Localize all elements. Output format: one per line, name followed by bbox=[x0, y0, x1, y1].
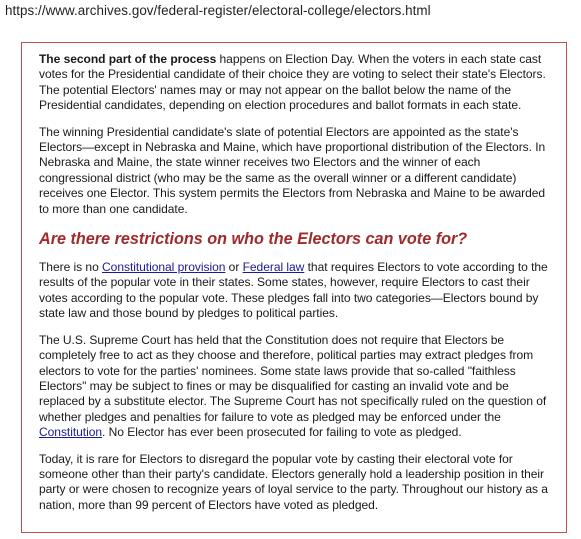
paragraph-today bbox=[39, 452, 555, 514]
paragraph-text: or bbox=[225, 260, 243, 275]
paragraph-text: . No Elector has ever been prosecuted for failing to vote as pledged. bbox=[102, 425, 462, 440]
paragraph-slate-of-electors bbox=[39, 125, 555, 217]
section-heading: Are there restrictions on who the Electors can vote for? bbox=[39, 230, 468, 249]
paragraph-no-requirement bbox=[39, 260, 555, 322]
paragraph-text: happens on Election Day. When the voters in each state cast votes for the Presidential candidate of their choice they are voting to select their state's Electors. The potential Electors' names may or may not appear on the ballot below the name of the Presidential candidates, depending on election procedures and ballot formats in each state. bbox=[39, 52, 546, 113]
source-url-caption: https://www.archives.gov/federal-register/electoral-college/electors.html bbox=[5, 3, 431, 18]
constitutional-provision-link[interactable]: Constitutional provision bbox=[102, 260, 226, 275]
paragraph-text: Today, it is rare for Electors to disregard the popular vote by casting their electoral vote for someone other than their party's candidate. Electors generally hold a leadership position in their party or were chosen to recognize years of loyal service to the party. Throughout our history as a nation, more than 99 percent of Electors have voted as pledged. bbox=[39, 451, 548, 512]
constitution-link[interactable]: Constitution bbox=[39, 425, 103, 440]
article-excerpt-panel bbox=[21, 42, 567, 533]
paragraph-text: There is no bbox=[39, 260, 103, 275]
paragraph-text: The U.S. Supreme Court has held that the Constitution does not require that Electors be completely free to act as they choose and therefore, political parties may extract pledges from electors to vote for the parties' nominees. Some state laws provide that so-called "faithless Electors" may be subject to fines or may be disqualified for casting an invalid vote and be replaced by a substitute elector. The Supreme Court has not specifically ruled on the question of whether pledges and penalties for failure to vote as pledged may be enforced under the bbox=[39, 332, 547, 424]
paragraph-election-day bbox=[39, 52, 555, 114]
paragraph-supreme-court bbox=[39, 333, 555, 441]
federal-law-link[interactable]: Federal law bbox=[242, 260, 305, 275]
paragraph-text: that requires Electors to vote according to the results of the popular vote in their states. Some states, however, require Electors to cast their votes according to the popular vote. These pledges fall into two categories—Electors bound by state law and those bound by pledges to political parties. bbox=[39, 260, 548, 321]
paragraph-text: The winning Presidential candidate's slate of potential Electors are appointed as the state's Electors—except in Nebraska and Maine, which have proportional distribution of the Electors. In Nebraska and Maine, the state winner receives two Electors and the winner of each congressional district (who may be the same as the overall winner or a different candidate) receives one Elector. This system permits the Electors from Nebraska and Maine to be awarded to more than one candidate. bbox=[39, 124, 546, 216]
paragraph-lead-bold: The second part of the process bbox=[39, 52, 217, 66]
